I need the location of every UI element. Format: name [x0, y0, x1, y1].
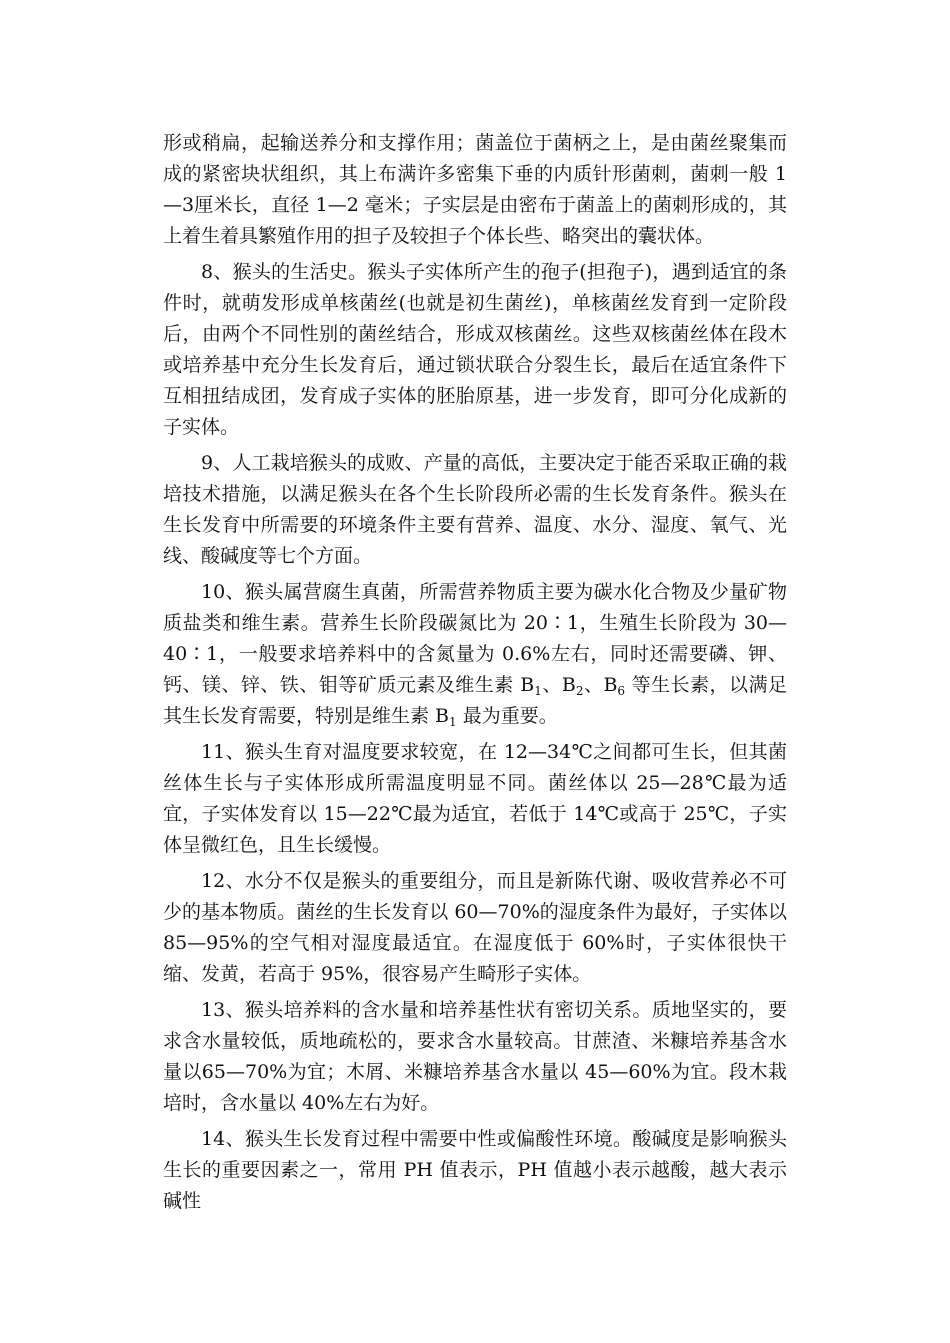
paragraph-10-nutrition	[163, 577, 787, 732]
subscript-b2: 2	[575, 684, 584, 698]
paragraph-9-cultivation: 9、人工栽培猴头的成败、产量的高低，主要决定于能否采取正确的栽培技术措施，以满足猴头在各个生长阶段所必需的生长发育条件。猴头在生长发育中所需要的环境条件主要有营养、温度、水分、湿度、氧气、光线、酸碱度等七个方面。	[163, 452, 787, 567]
paragraph-8-life-history: 8、猴头的生活史。猴头子实体所产生的孢子(担孢子)，遇到适宜的条件时，就萌发形成单核菌丝(也就是初生菌丝)，单核菌丝发育到一定阶段后，由两个不同性别的菌丝结合，形成双核菌丝。这些双核菌丝体在段木或培养基中充分生长发育后，通过锁状联合分裂生长，最后在适宜条件下互相扭结成团，发育成子实体的胚胎原基，进一步发育，即可分化成新的子实体。	[163, 261, 787, 438]
subscript-b1-second: 1	[449, 715, 457, 729]
paragraph-10-text-a: 10、猴头属营腐生真菌，所需营养物质主要为碳水化合物及少量矿物质盐类和维生素。营养生长阶段碳氮比为 20∶1，生殖生长阶段为 30—40∶1，一般要求培养料中的含氮量为 0.6%左右，同时还需要磷、钾、钙、镁、锌、铁、钼等矿质元素及维生素 B	[163, 581, 787, 696]
paragraph-13-water-content: 13、猴头培养料的含水量和培养基性状有密切关系。质地坚实的，要求含水量较低，质地疏松的，要求含水量较高。甘蔗渣、米糠培养基含水量以65—70%为宜；木屑、米糠培养基含水量以 45—60%为宜。段木栽培时，含水量以 40%左右为好。	[163, 999, 787, 1114]
subscript-b6: 6	[617, 684, 626, 698]
paragraph-11-temperature: 11、猴头生育对温度要求较宽，在 12—34℃之间都可生长，但其菌丝体生长与子实体形成所需温度明显不同。菌丝体以 25—28℃最为适宜，子实体发育以 15—22℃最为适宜，若低于 14℃或高于 25℃，子实体呈微红色，且生长缓慢。	[163, 741, 787, 856]
paragraph-7-continued: 形或稍扁，起输送养分和支撑作用；菌盖位于菌柄之上，是由菌丝聚集而成的紧密块状组织，其上布满许多密集下垂的内质针形菌刺，菌刺一般 1—3厘米长，直径 1—2 毫米；子实层是由密布于菌盖上的菌刺形成的，其上着生着具繁殖作用的担子及较担子个体长些、略突出的囊状体。	[163, 132, 787, 247]
document-body	[163, 128, 787, 1222]
paragraph-10-text-b: 、B	[541, 674, 576, 696]
paragraph-10-text-d: 等生长素，以满足其生长发育需要，特别是维生素 B	[163, 674, 787, 727]
paragraph-14-acidity: 14、猴头生长发育过程中需要中性或偏酸性环境。酸碱度是影响猴头生长的重要因素之一，常用 PH 值表示，PH 值越小表示越酸，越大表示碱性	[163, 1128, 787, 1212]
paragraph-12-moisture: 12、水分不仅是猴头的重要组分，而且是新陈代谢、吸收营养必不可少的基本物质。菌丝的生长发育以 60—70%的湿度条件为最好，子实体以85—95%的空气相对湿度最适宜。在湿度低于 60%时，子实体很快干缩、发黄，若高于 95%，很容易产生畸形子实体。	[163, 870, 787, 985]
subscript-b1: 1	[534, 684, 542, 698]
paragraph-10-text-c: 、B	[583, 674, 618, 696]
paragraph-10-text-e: 最为重要。	[456, 705, 558, 727]
